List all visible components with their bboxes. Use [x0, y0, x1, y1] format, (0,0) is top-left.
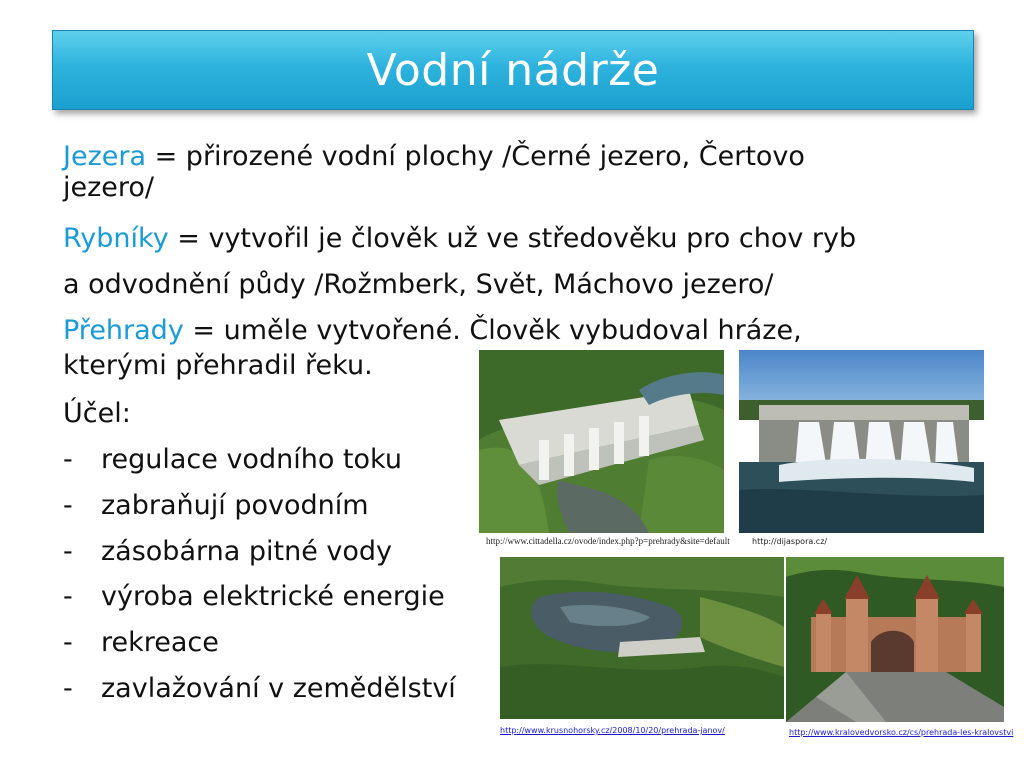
dam-towers-photo: [786, 557, 1004, 722]
paragraph-prehrady-line1: [63, 315, 802, 346]
jezera-definition: = přirozené vodní plochy /Černé jezero, Čertovo: [146, 141, 805, 172]
term-rybniky: Rybníky: [63, 223, 169, 254]
paragraph-jezera-line2: jezero/: [63, 172, 155, 203]
paragraph-rybniky-line2: a odvodnění půdy /Rožmberk, Svět, Máchovo jezero/: [63, 269, 774, 300]
purpose-heading: Účel:: [63, 398, 131, 429]
title-bar: [52, 30, 974, 110]
paragraph-prehrady-line2: kterými přehradil řeku.: [63, 350, 373, 381]
term-jezera: Jezera: [63, 141, 147, 172]
image-caption-link[interactable]: http://www.kralovedvorsko.cz/cs/prehrada-les-kralovstvi: [789, 728, 1014, 737]
dam-photo-aerial: [479, 350, 724, 533]
rybniky-definition: = vytvořil je člověk už ve středověku pro chov ryb: [168, 223, 857, 254]
image-caption: http://dijaspora.cz/: [752, 537, 828, 546]
dam-photo-waterfall: [739, 350, 984, 533]
slide-title: Vodní nádrže: [366, 44, 660, 96]
prehrady-definition: = uměle vytvořené. Člověk vybudoval hráze,: [183, 315, 802, 346]
paragraph-jezera-line1: [63, 141, 805, 172]
paragraph-rybniky-line1: [63, 223, 856, 254]
list-item: - zásobárna pitné vody: [63, 536, 393, 567]
image-caption: http://www.cittadella.cz/ovode/index.php?p=prehrady&site=default: [486, 536, 730, 546]
list-item: - výroba elektrické energie: [63, 581, 445, 612]
list-item: - regulace vodního toku: [63, 444, 402, 475]
reservoir-photo: [500, 557, 784, 719]
term-prehrady: Přehrady: [63, 315, 184, 346]
image-caption-link[interactable]: http://www.krusnohorsky.cz/2008/10/20/prehrada-janov/: [500, 726, 725, 735]
list-item: - zavlažování v zemědělství: [63, 673, 456, 704]
list-item: - rekreace: [63, 627, 219, 658]
list-item: - zabraňují povodním: [63, 490, 369, 521]
